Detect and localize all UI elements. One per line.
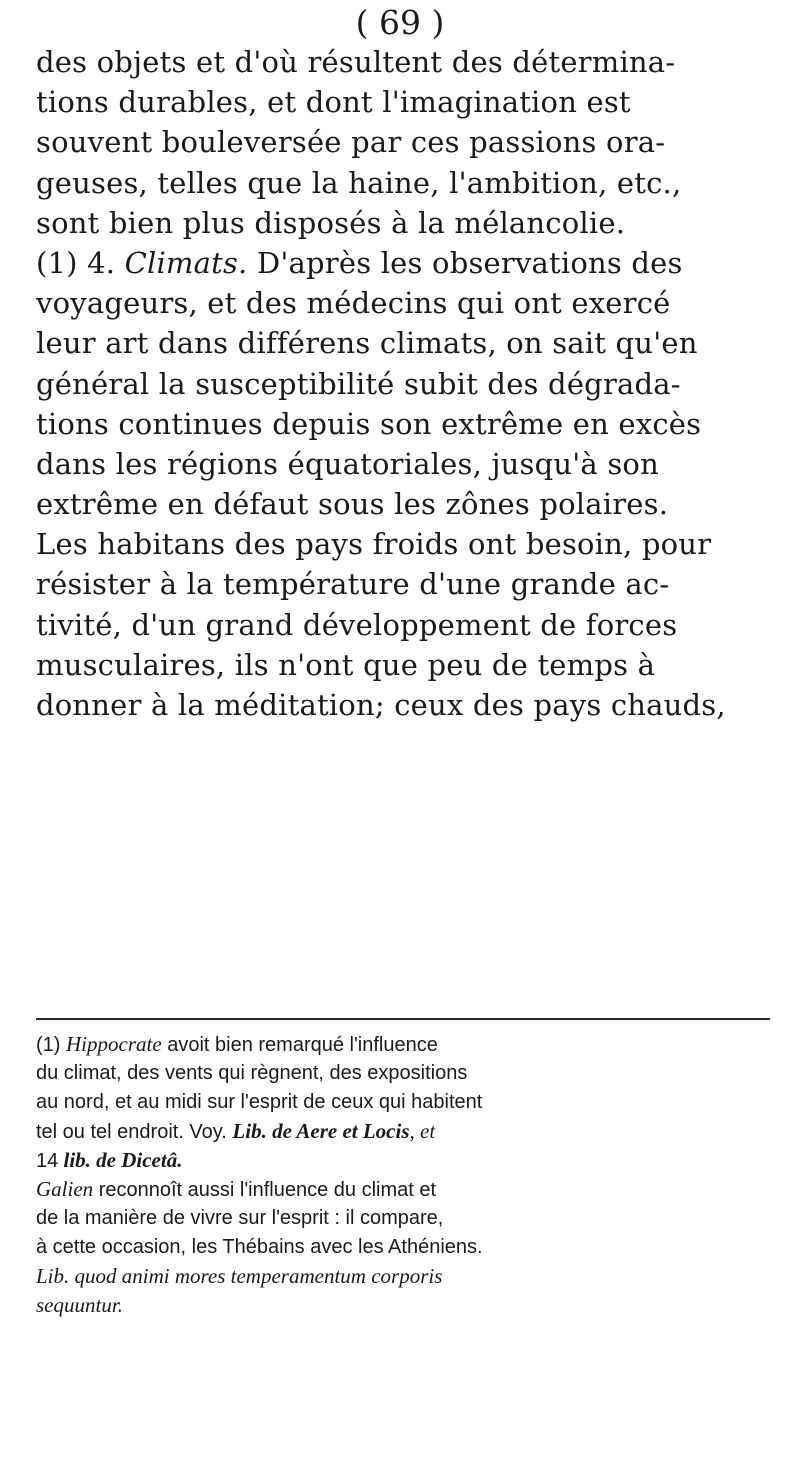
section-text: D'après les observations des xyxy=(247,245,683,280)
section-title: Climats. xyxy=(124,245,248,280)
text-line: résister à la température d'une grande ac- xyxy=(36,567,670,602)
footnote-marker: (1) xyxy=(36,1034,66,1056)
footnote-line xyxy=(36,1146,770,1175)
section-number: (1) 4. xyxy=(36,245,125,280)
footnote-text: avoit bien remarqué l'influence xyxy=(161,1034,438,1056)
footnote-line xyxy=(36,1030,770,1059)
text-line: tions durables, et dont l'imagination est xyxy=(36,85,631,120)
footnote-text: tel ou tel endroit. Voy. xyxy=(36,1121,233,1143)
text-line: tivité, d'un grand développement de forces xyxy=(36,607,678,642)
text-line: des objets et d'où résultent des détermina- xyxy=(36,45,676,79)
footnote-text: reconnoît aussi l'influence du climat et xyxy=(93,1179,437,1201)
footnote-line: à cette occasion, les Thébains avec les Athéniens. xyxy=(36,1236,483,1258)
footnote-line xyxy=(36,1117,770,1146)
footnote-line: sequuntur. xyxy=(36,1293,123,1317)
work-reference: lib. de Dicetâ. xyxy=(58,1148,183,1172)
page-number: ( 69 ) xyxy=(355,3,445,42)
text-line: geuses, telles que la haine, l'ambition, etc., xyxy=(36,165,682,200)
text-line: donner à la méditation; ceux des pays chauds, xyxy=(36,688,726,722)
text-line: sont bien plus disposés à la mélancolie. xyxy=(36,205,626,240)
footnote-line: au nord, et au midi sur l'esprit de ceux qui habitent xyxy=(36,1091,483,1113)
footnotes xyxy=(36,1030,770,1320)
text-line: leur art dans différens climats, on sait qu'en xyxy=(36,326,698,361)
section-heading-line xyxy=(36,243,768,283)
text-line: dans les régions équatoriales, jusqu'à son xyxy=(36,446,659,481)
footnote-separator xyxy=(36,1018,770,1020)
footnote-line xyxy=(36,1175,770,1204)
footnote-line: Lib. quod animi mores temperamentum corporis xyxy=(36,1264,443,1288)
text-line: tions continues depuis son extrême en excès xyxy=(36,406,702,441)
footnote-line: de la manière de vivre sur l'esprit : il compare, xyxy=(36,1207,444,1229)
footnote-text: , et xyxy=(409,1119,436,1143)
work-reference: Lib. de Aere et Locis xyxy=(232,1119,410,1143)
text-line: voyageurs, et des médecins qui ont exercé xyxy=(36,286,671,321)
text-line: général la susceptibilité subit des dégrada- xyxy=(36,366,681,401)
text-line: extrême en défaut sous les zônes polaires. xyxy=(36,487,669,522)
text-line: Les habitans des pays froids ont besoin, pour xyxy=(36,527,712,562)
author-name: Hippocrate xyxy=(66,1032,162,1056)
text-line: souvent bouleversée par ces passions ora- xyxy=(36,125,666,160)
text-line: musculaires, ils n'ont que peu de temps à xyxy=(36,647,656,682)
footnote-line: du climat, des vents qui règnent, des expositions xyxy=(36,1062,468,1084)
main-text xyxy=(36,42,768,725)
author-name: Galien xyxy=(36,1177,94,1201)
footnote-text: 14 xyxy=(36,1150,59,1172)
